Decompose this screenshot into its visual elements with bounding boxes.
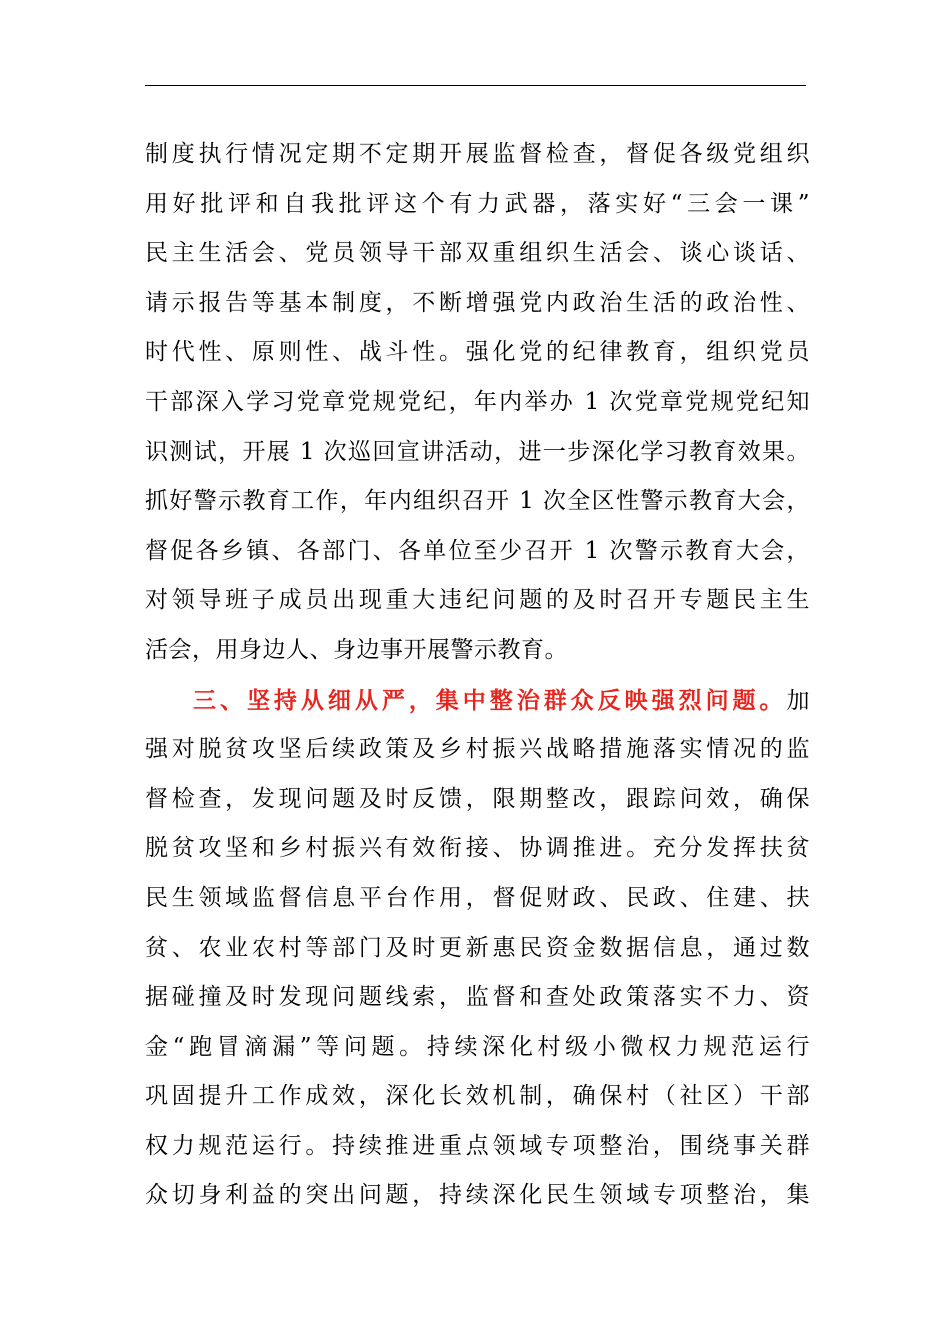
section-line: 巩固提升工作成效，深化长效机制，确保村（社区）干部 xyxy=(145,1083,810,1110)
section-line: 权力规范运行。持续推进重点领域专项整治，围绕事关群 xyxy=(145,1132,810,1159)
section-heading-tail: 加 xyxy=(786,687,810,714)
section-line: 民生领域监督信息平台作用，督促财政、民政、住建、扶 xyxy=(145,884,810,911)
paragraph-line: 对领导班子成员出现重大违纪问题的及时召开专题民主生 xyxy=(145,587,810,614)
paragraph-line: 督促各乡镇、各部门、各单位至少召开 1 次警示教育大会， xyxy=(145,537,810,564)
section-line: 脱贫攻坚和乡村振兴有效衔接、协调推进。充分发挥扶贫 xyxy=(145,835,810,862)
paragraph-line: 民主生活会、党员领导干部双重组织生活会、谈心谈话、 xyxy=(145,240,810,267)
section-line: 强对脱贫攻坚后续政策及乡村振兴战略措施落实情况的监 xyxy=(145,736,810,763)
section-line: 金“跑冒滴漏”等问题。持续深化村级小微权力规范运行 xyxy=(145,1033,810,1060)
document-body xyxy=(145,130,810,1221)
section-heading-line xyxy=(145,676,810,726)
paragraph-line: 抓好警示教育工作，年内组织召开 1 次全区性警示教育大会， xyxy=(145,488,810,515)
section-line: 众切身利益的突出问题，持续深化民生领域专项整治，集 xyxy=(145,1182,810,1209)
header-rule xyxy=(145,85,806,86)
section-heading: 三、坚持从细从严，集中整治群众反映强烈问题。 xyxy=(193,686,787,714)
paragraph-line: 识测试，开展 1 次巡回宣讲活动，进一步深化学习教育效果。 xyxy=(145,438,810,465)
paragraph-line: 制度执行情况定期不定期开展监督检查，督促各级党组织 xyxy=(145,141,810,167)
paragraph-line: 请示报告等基本制度，不断增强党内政治生活的政治性、 xyxy=(145,289,810,316)
section-line: 据碰撞及时发现问题线索，监督和查处政策落实不力、资 xyxy=(145,984,810,1011)
paragraph-line: 活会，用身边人、身边事开展警示教育。 xyxy=(145,636,568,663)
paragraph-line: 干部深入学习党章党规党纪，年内举办 1 次党章党规党纪知 xyxy=(145,388,810,415)
paragraph-line: 时代性、原则性、战斗性。强化党的纪律教育，组织党员 xyxy=(145,339,810,366)
section-line: 督检查，发现问题及时反馈，限期整改，跟踪问效，确保 xyxy=(145,785,810,812)
paragraph-line: 用好批评和自我批评这个有力武器，落实好“三会一课” xyxy=(145,190,810,217)
section-line: 贫、农业农村等部门及时更新惠民资金数据信息，通过数 xyxy=(145,934,810,961)
